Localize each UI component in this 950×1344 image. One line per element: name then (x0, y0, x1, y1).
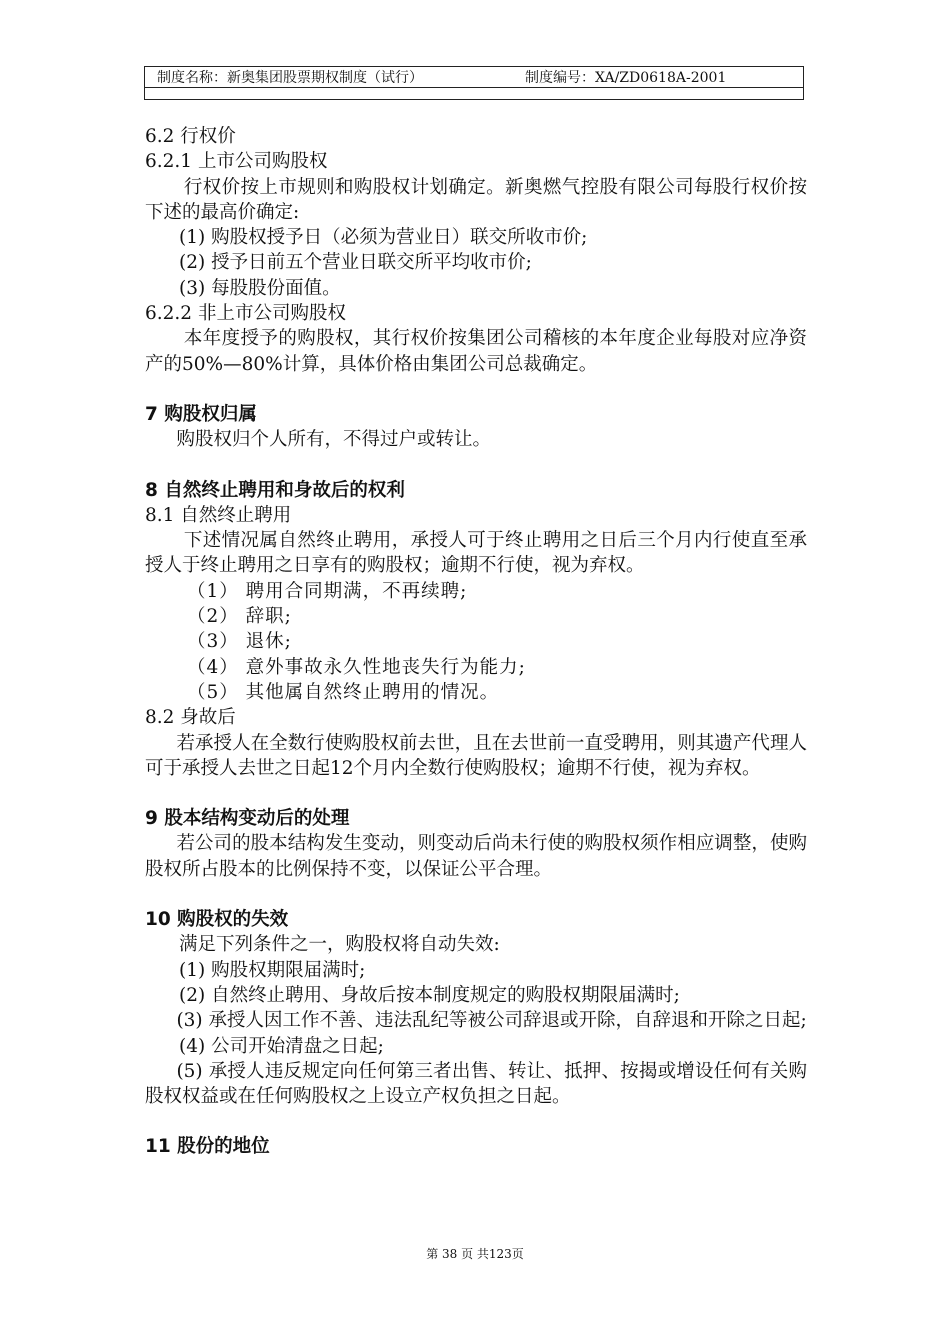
paragraph: 若承授人在全数行使购股权前去世，且在去世前一直受聘用，则其遗产代理人可于承授人去世之日起12个月内全数行使购股权；逾期不行使，视为弃权。 (145, 732, 807, 779)
document-header (144, 66, 804, 100)
section-heading: 7 购股权归属 (145, 403, 257, 425)
subsection-heading: 8.1 自然终止聘用 (145, 504, 292, 526)
document-body (145, 124, 807, 1160)
list-item: (4) 公司开始清盘之日起; (179, 1035, 384, 1057)
list-item: (3) 每股股份面值。 (179, 277, 341, 299)
header-divider (145, 87, 803, 88)
header-policy-code: 制度编号：XA/ZD0618A-2001 (525, 70, 727, 86)
list-item: （1） 聘用合同期满，不再续聘; (187, 580, 468, 602)
list-item: (1) 购股权期限届满时; (179, 959, 366, 981)
header-policy-name: 制度名称：新奥集团股票期权制度（试行） (157, 70, 423, 86)
section-heading: 10 购股权的失效 (145, 909, 289, 931)
subsection-heading: 6.2.2 非上市公司购股权 (145, 303, 346, 325)
paragraph: 本年度授予的购股权，其行权价按集团公司稽核的本年度企业每股对应净资产的50%—80%计算，具体价格由集团公司总裁确定。 (145, 328, 807, 375)
list-item: （5） 其他属自然终止聘用的情况。 (187, 681, 500, 703)
list-item: （4） 意外事故永久性地丧失行为能力; (187, 656, 526, 678)
paragraph: 行权价按上市规则和购股权计划确定。新奥燃气控股有限公司每股行权价按下述的最高价确定: (145, 176, 807, 223)
subsection-heading: 8.2 身故后 (145, 707, 236, 729)
list-item: (1) 购股权授予日（必须为营业日）联交所收市价; (179, 227, 588, 249)
subsection-heading: 6.2.1 上市公司购股权 (145, 151, 328, 173)
subsection-heading: 6.2 行权价 (145, 126, 236, 147)
section-heading: 11 股份的地位 (145, 1136, 270, 1158)
list-item: (5) 承授人违反规定向任何第三者出售、转让、抵押、按揭或增设任何有关购股权权益或在任何购股权之上设立产权负担之日起。 (145, 1060, 807, 1108)
list-item: （2） 辞职; (187, 606, 292, 628)
page-number: 第 38 页 共123页 (426, 1247, 524, 1261)
list-item: (3) 承授人因工作不善、违法乱纪等被公司辞退或开除，自辞退和开除之日起; (176, 1010, 807, 1032)
list-item: (2) 自然终止聘用、身故后按本制度规定的购股权期限届满时; (179, 984, 680, 1006)
paragraph: 若公司的股本结构发生变动，则变动后尚未行使的购股权须作相应调整，使购股权所占股本的比例保持不变，以保证公平合理。 (145, 833, 807, 880)
list-item: （3） 退休; (187, 631, 292, 653)
paragraph: 下述情况属自然终止聘用，承授人可于终止聘用之日后三个月内行使直至承授人于终止聘用之日享有的购股权；逾期不行使，视为弃权。 (145, 530, 807, 577)
paragraph: 购股权归个人所有，不得过户或转让。 (176, 429, 491, 451)
section-heading: 8 自然终止聘用和身故后的权利 (145, 479, 405, 501)
section-heading: 9 股本结构变动后的处理 (145, 808, 350, 830)
paragraph: 满足下列条件之一，购股权将自动失效: (179, 934, 500, 956)
list-item: (2) 授予日前五个营业日联交所平均收市价; (179, 252, 532, 274)
